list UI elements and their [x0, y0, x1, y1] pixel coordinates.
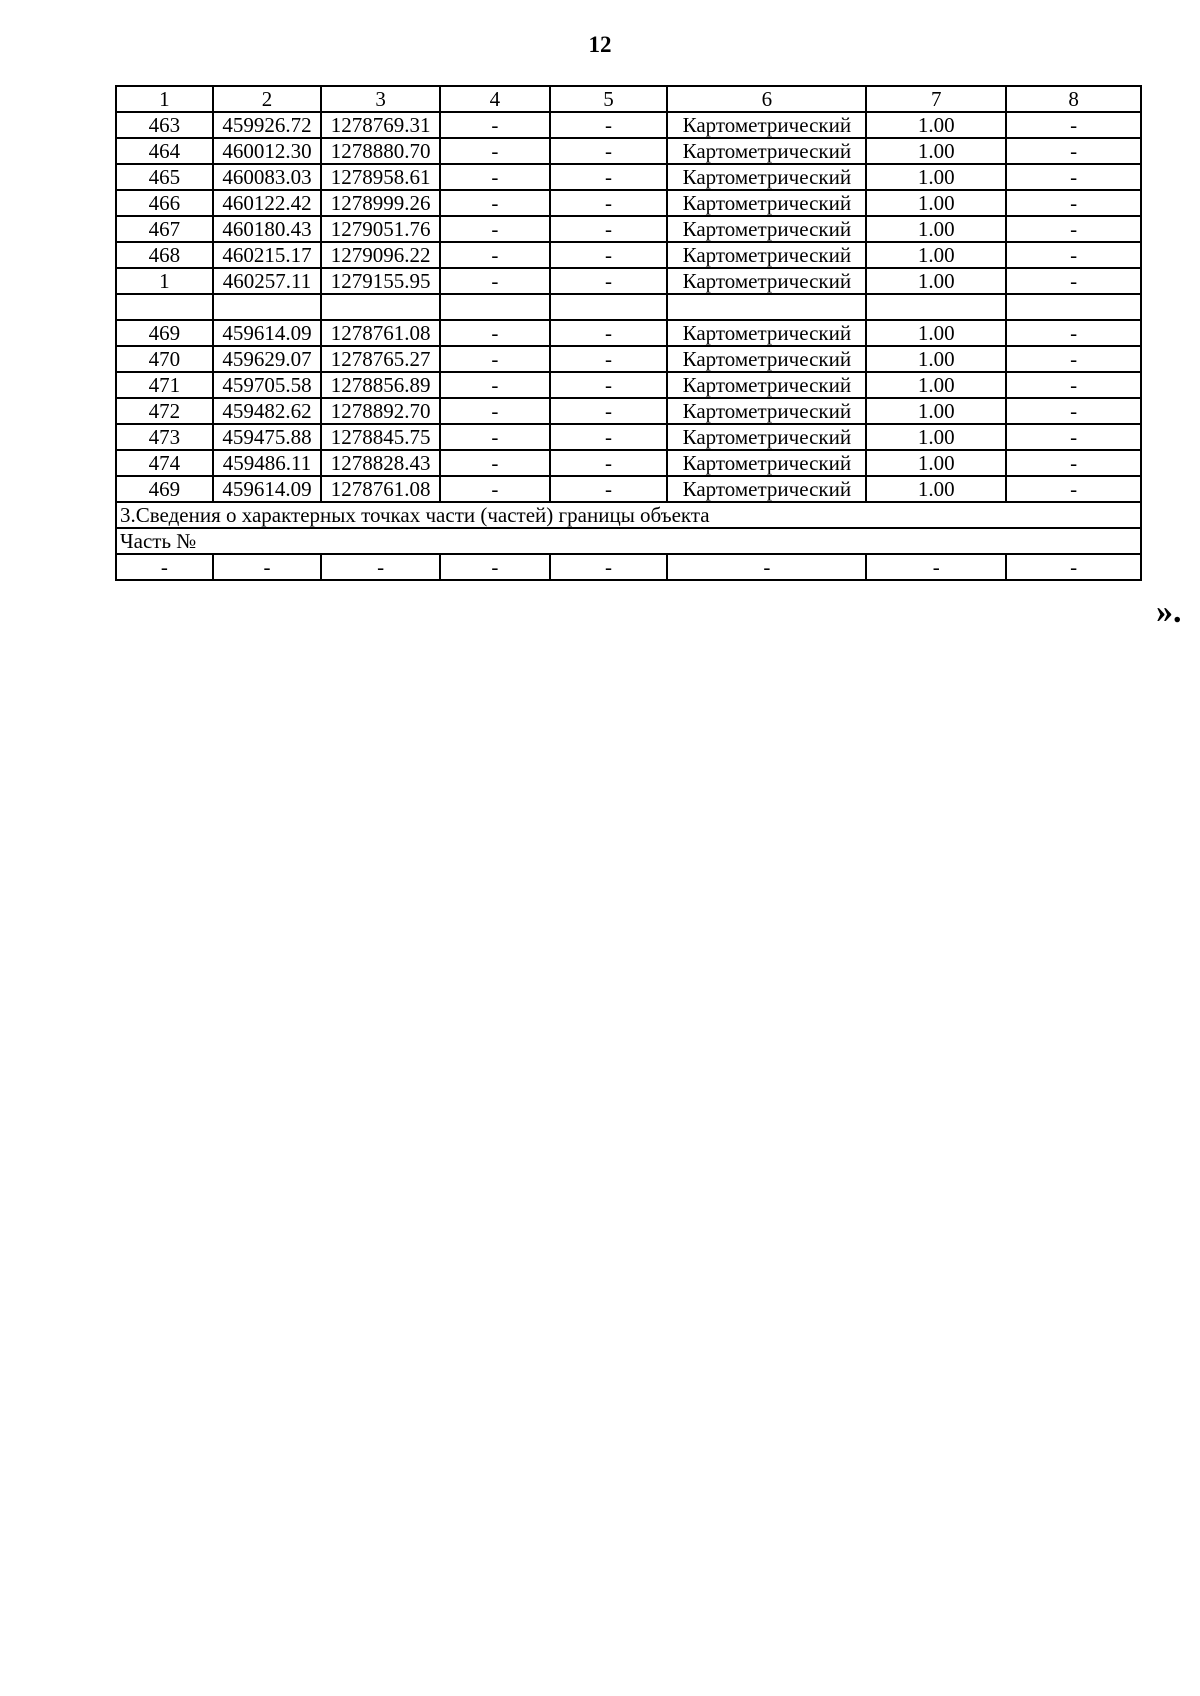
table-cell: 1.00 [866, 138, 1006, 164]
table-row [116, 216, 1141, 242]
table-cell: - [440, 372, 549, 398]
table-cell [321, 294, 440, 320]
table-cell [550, 294, 668, 320]
table-cell: - [440, 216, 549, 242]
table-cell: - [1006, 164, 1141, 190]
table-cell [866, 294, 1006, 320]
table-cell: - [440, 424, 549, 450]
table-cell: - [213, 554, 321, 580]
table-cell: 460180.43 [213, 216, 321, 242]
table-empty-row [116, 294, 1141, 320]
table-row [116, 138, 1141, 164]
table-cell: - [866, 554, 1006, 580]
table-cell: 469 [116, 320, 213, 346]
table-cell: 460257.11 [213, 268, 321, 294]
table-cell: - [550, 138, 668, 164]
table-cell: - [667, 554, 866, 580]
table-cell: 1278958.61 [321, 164, 440, 190]
table-cell: Картометрический [667, 216, 866, 242]
table-cell: - [1006, 216, 1141, 242]
table-cell: - [1006, 554, 1141, 580]
table-row [116, 424, 1141, 450]
table-cell: - [550, 164, 668, 190]
table-cell: - [550, 372, 668, 398]
table-cell: Картометрический [667, 424, 866, 450]
table-cell: - [116, 554, 213, 580]
table-cell: - [440, 190, 549, 216]
table-cell: 1278761.08 [321, 476, 440, 502]
table-cell: 459486.11 [213, 450, 321, 476]
table-cell: - [1006, 372, 1141, 398]
page-number: 12 [588, 32, 612, 57]
table-cell: Картометрический [667, 164, 866, 190]
table-cell: - [440, 450, 549, 476]
table-cell: - [440, 346, 549, 372]
table-cell: Картометрический [667, 138, 866, 164]
table-cell: 472 [116, 398, 213, 424]
table-cell: 7 [866, 86, 1006, 112]
table-row [116, 450, 1141, 476]
table-cell: 1278999.26 [321, 190, 440, 216]
table-cell: - [550, 242, 668, 268]
table-cell: - [1006, 424, 1141, 450]
table-cell: 1279155.95 [321, 268, 440, 294]
table-cell: 469 [116, 476, 213, 502]
table-cell: - [440, 138, 549, 164]
table-cell: - [550, 112, 668, 138]
table-cell: - [440, 242, 549, 268]
table-cell: Картометрический [667, 450, 866, 476]
table-cell: 1.00 [866, 242, 1006, 268]
table-cell: - [550, 554, 668, 580]
table-cell: - [1006, 242, 1141, 268]
table-cell: - [440, 320, 549, 346]
table-cell: - [1006, 450, 1141, 476]
table-cell: - [440, 398, 549, 424]
table-header-row [116, 86, 1141, 112]
table-cell: 6 [667, 86, 866, 112]
table-cell: - [550, 268, 668, 294]
table-cell: 468 [116, 242, 213, 268]
table-cell: - [550, 346, 668, 372]
table-cell: 463 [116, 112, 213, 138]
table-cell [440, 294, 549, 320]
table-cell: 1 [116, 86, 213, 112]
table-cell: - [550, 320, 668, 346]
table-cell: 1278892.70 [321, 398, 440, 424]
table-cell: 459705.58 [213, 372, 321, 398]
table-cell: - [440, 112, 549, 138]
table-cell: Картометрический [667, 346, 866, 372]
table-cell: Картометрический [667, 268, 866, 294]
table-cell: 465 [116, 164, 213, 190]
table-cell: - [440, 164, 549, 190]
table-cell: 1.00 [866, 320, 1006, 346]
table-cell: - [1006, 190, 1141, 216]
table-cell: 460012.30 [213, 138, 321, 164]
table-row [116, 268, 1141, 294]
table-body [116, 86, 1141, 580]
table-row [116, 320, 1141, 346]
table-cell: - [1006, 112, 1141, 138]
table-cell: 1278880.70 [321, 138, 440, 164]
section-title: 3.Сведения о характерных точках части (частей) границы объекта [116, 502, 1141, 528]
table-cell: 459614.09 [213, 320, 321, 346]
table-cell: 464 [116, 138, 213, 164]
table-row [116, 164, 1141, 190]
table-cell: 1 [116, 268, 213, 294]
table-cell: 466 [116, 190, 213, 216]
table-cell: - [440, 554, 549, 580]
table-cell: 1278828.43 [321, 450, 440, 476]
table-cell: Картометрический [667, 372, 866, 398]
table-cell: Картометрический [667, 112, 866, 138]
table-cell: 460122.42 [213, 190, 321, 216]
table-cell: 1279096.22 [321, 242, 440, 268]
table-cell: 2 [213, 86, 321, 112]
table-cell: 4 [440, 86, 549, 112]
table-row [116, 398, 1141, 424]
table-cell: 1278765.27 [321, 346, 440, 372]
table-cell: - [1006, 268, 1141, 294]
table-cell [667, 294, 866, 320]
table-cell: 459614.09 [213, 476, 321, 502]
table-cell: 8 [1006, 86, 1141, 112]
table-cell: - [550, 398, 668, 424]
table-cell: 470 [116, 346, 213, 372]
table-cell: Картометрический [667, 476, 866, 502]
table-cell: 1.00 [866, 398, 1006, 424]
table-cell: Картометрический [667, 242, 866, 268]
table-cell: - [550, 476, 668, 502]
table-cell: - [1006, 138, 1141, 164]
table-cell: 459629.07 [213, 346, 321, 372]
coordinates-table [115, 85, 1142, 581]
part-row [116, 554, 1141, 580]
table-cell: - [1006, 320, 1141, 346]
table-cell: 473 [116, 424, 213, 450]
table-row [116, 346, 1141, 372]
table-cell: 459926.72 [213, 112, 321, 138]
table-cell: - [550, 216, 668, 242]
table-cell: - [1006, 398, 1141, 424]
table-cell: 1.00 [866, 372, 1006, 398]
closing-quote-mark: ». [1156, 593, 1182, 630]
table-cell: - [1006, 476, 1141, 502]
table-cell: 1.00 [866, 112, 1006, 138]
table-cell: Картометрический [667, 190, 866, 216]
table-cell: 459475.88 [213, 424, 321, 450]
table-cell [116, 294, 213, 320]
table-cell: 1279051.76 [321, 216, 440, 242]
table-cell: - [1006, 346, 1141, 372]
table-cell: - [440, 268, 549, 294]
table-cell: 1.00 [866, 216, 1006, 242]
section-title-row [116, 502, 1141, 528]
table-cell: 459482.62 [213, 398, 321, 424]
table-cell: 1278761.08 [321, 320, 440, 346]
table-row [116, 112, 1141, 138]
table-cell: 460215.17 [213, 242, 321, 268]
table-cell: - [440, 476, 549, 502]
table-cell: 1278856.89 [321, 372, 440, 398]
table-cell: - [321, 554, 440, 580]
table-cell: 1.00 [866, 268, 1006, 294]
table-cell: 467 [116, 216, 213, 242]
table-cell: 1278845.75 [321, 424, 440, 450]
table-row [116, 242, 1141, 268]
table-row [116, 190, 1141, 216]
table-cell: 5 [550, 86, 668, 112]
table-cell: 1.00 [866, 424, 1006, 450]
table-cell [1006, 294, 1141, 320]
table-cell: 471 [116, 372, 213, 398]
table-cell: - [550, 190, 668, 216]
table-row [116, 372, 1141, 398]
table-cell: 474 [116, 450, 213, 476]
table-cell: Картометрический [667, 398, 866, 424]
table-cell [213, 294, 321, 320]
table-cell: 3 [321, 86, 440, 112]
table-cell: 1278769.31 [321, 112, 440, 138]
part-label: Часть № [116, 528, 1141, 554]
table-row [116, 476, 1141, 502]
table-cell: Картометрический [667, 320, 866, 346]
table-cell: 1.00 [866, 450, 1006, 476]
table-cell: - [550, 424, 668, 450]
part-label-row [116, 528, 1141, 554]
table-cell: 1.00 [866, 346, 1006, 372]
table-cell: 1.00 [866, 190, 1006, 216]
table-cell: 460083.03 [213, 164, 321, 190]
table-cell: 1.00 [866, 476, 1006, 502]
table-cell: - [550, 450, 668, 476]
table-cell: 1.00 [866, 164, 1006, 190]
